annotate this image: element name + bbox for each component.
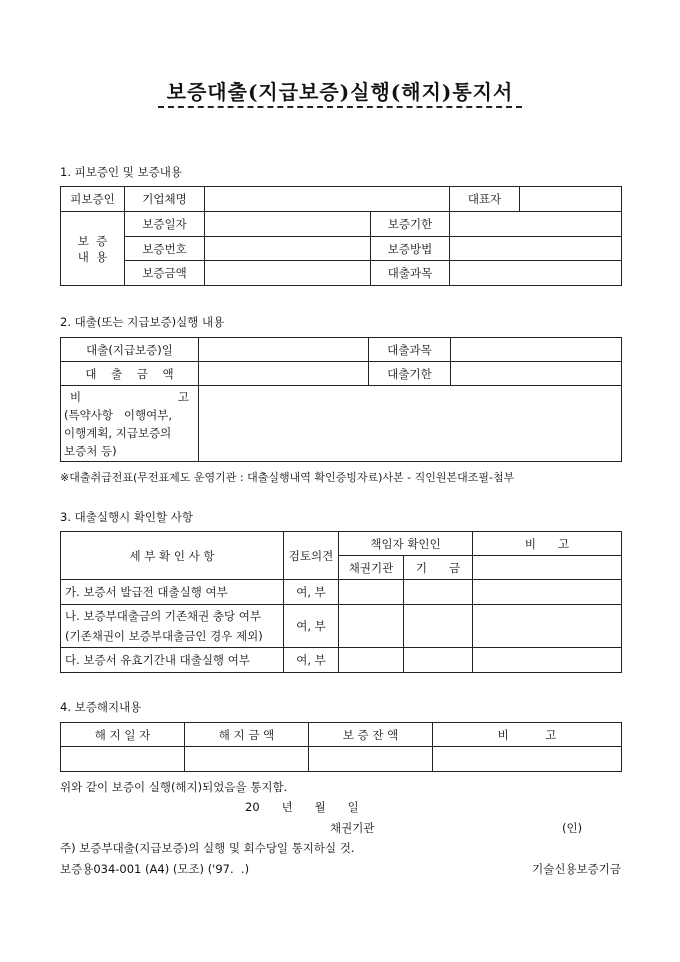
label-guarantee-content: 보 증 내 용: [61, 212, 125, 286]
label-guarantee-deadline: 보증기한: [371, 212, 450, 237]
remark-cell[interactable]: [473, 580, 622, 605]
loan-subject-2-field[interactable]: [451, 338, 622, 362]
label-guarantee-method: 보증방법: [371, 237, 450, 261]
footnote: 주) 보증부대출(지급보증)의 실행 및 회수당일 통지하실 것.: [60, 841, 355, 855]
label-guarantee-amount: 보증금액: [125, 261, 205, 286]
bank-seal-cell[interactable]: [339, 580, 404, 605]
guarantee-date-field[interactable]: [205, 212, 371, 237]
attachment-note: ※대출취급전표(무전표제도 운영기관 : 대출실행내역 확인증빙자료)사본 - 직인원본대조필-첨부: [60, 471, 515, 484]
header-guarantee-balance: 보 증 잔 액: [309, 723, 433, 747]
bank-seal-cell[interactable]: [339, 648, 404, 673]
organization-name: 기술신용보증기금: [532, 862, 621, 876]
guarantee-deadline-field[interactable]: [450, 212, 622, 237]
termination-table: [60, 722, 622, 772]
label-loan-date: 대출(지급보증)일: [61, 338, 199, 362]
check-item: 다. 보증서 유효기간내 대출실행 여부: [61, 648, 284, 673]
guarantee-amount-field[interactable]: [205, 261, 371, 286]
header-detail: 세 부 확 인 사 항: [61, 532, 284, 580]
section2-heading: 2. 대출(또는 지급보증)실행 내용: [60, 315, 225, 329]
header-termination-remark: 비 고: [433, 723, 622, 747]
company-name-field[interactable]: [205, 187, 450, 212]
title-underline: [158, 106, 522, 108]
remark-cell[interactable]: [473, 648, 622, 673]
table-row: [61, 605, 622, 648]
header-termination-date: 해 지 일 자: [61, 723, 185, 747]
seal-mark: (인): [562, 821, 583, 835]
loan-deadline-field[interactable]: [451, 362, 622, 386]
table-row: [61, 580, 622, 605]
table-row: [61, 648, 622, 673]
label-guaranteed: 피보증인: [61, 187, 125, 212]
remark-blank[interactable]: [473, 556, 622, 580]
label-guarantee-date: 보증일자: [125, 212, 205, 237]
loan-date-field[interactable]: [199, 338, 369, 362]
label-loan-deadline: 대출기한: [369, 362, 451, 386]
label-loan-amount: 대 출 금 액: [61, 362, 199, 386]
fund-seal-cell[interactable]: [404, 648, 473, 673]
header-bank: 채권기관: [339, 556, 404, 580]
guarantee-balance-field[interactable]: [309, 747, 433, 772]
termination-remark-field[interactable]: [433, 747, 622, 772]
header-confirm: 책임자 확인인: [339, 532, 473, 556]
termination-date-field[interactable]: [61, 747, 185, 772]
review-opinion[interactable]: 여, 부: [284, 605, 339, 648]
label-representative: 대표자: [450, 187, 520, 212]
termination-amount-field[interactable]: [185, 747, 309, 772]
header-review: 검토의견: [284, 532, 339, 580]
guarantee-info-table: [60, 186, 622, 286]
review-opinion[interactable]: 여, 부: [284, 648, 339, 673]
label-company-name: 기업체명: [125, 187, 205, 212]
label-loan-subject-2: 대출과목: [369, 338, 451, 362]
check-item: 가. 보증서 발급전 대출실행 여부: [61, 580, 284, 605]
header-fund: 기 금: [404, 556, 473, 580]
label-guarantee-number: 보증번호: [125, 237, 205, 261]
loan-amount-field[interactable]: [199, 362, 369, 386]
guarantee-method-field[interactable]: [450, 237, 622, 261]
fund-seal-cell[interactable]: [404, 605, 473, 648]
bank-seal-cell[interactable]: [339, 605, 404, 648]
section3-heading: 3. 대출실행시 확인할 사항: [60, 510, 194, 524]
label-remarks: 비 고 (특약사항 이행여부, 이행계획, 지급보증의 보증처 등): [61, 386, 199, 462]
document-title: 보증대출(지급보증)실행(해지)통지서: [166, 80, 514, 104]
notice-statement: 위와 같이 보증이 실행(해지)되었음을 통지함.: [60, 780, 288, 794]
remarks-field[interactable]: [199, 386, 622, 462]
label-loan-subject: 대출과목: [371, 261, 450, 286]
header-remark: 비 고: [473, 532, 622, 556]
notice-date: 20 년 월 일: [245, 800, 359, 814]
representative-field[interactable]: [520, 187, 622, 212]
check-item: 나. 보증부대출금의 기존채권 충당 여부 (기존채권이 보증부대출금인 경우 제외): [61, 605, 284, 648]
header-termination-amount: 해 지 금 액: [185, 723, 309, 747]
loan-subject-field[interactable]: [450, 261, 622, 286]
guarantee-number-field[interactable]: [205, 237, 371, 261]
fund-seal-cell[interactable]: [404, 580, 473, 605]
checklist-table: [60, 531, 622, 673]
creditor-label: 채권기관: [330, 821, 375, 835]
section1-heading: 1. 피보증인 및 보증내용: [60, 165, 182, 179]
section4-heading: 4. 보증해지내용: [60, 700, 142, 714]
form-code: 보증용034-001 (A4) (모조) ('97. .): [60, 862, 250, 876]
review-opinion[interactable]: 여, 부: [284, 580, 339, 605]
loan-execution-table: [60, 337, 622, 462]
remark-cell[interactable]: [473, 605, 622, 648]
